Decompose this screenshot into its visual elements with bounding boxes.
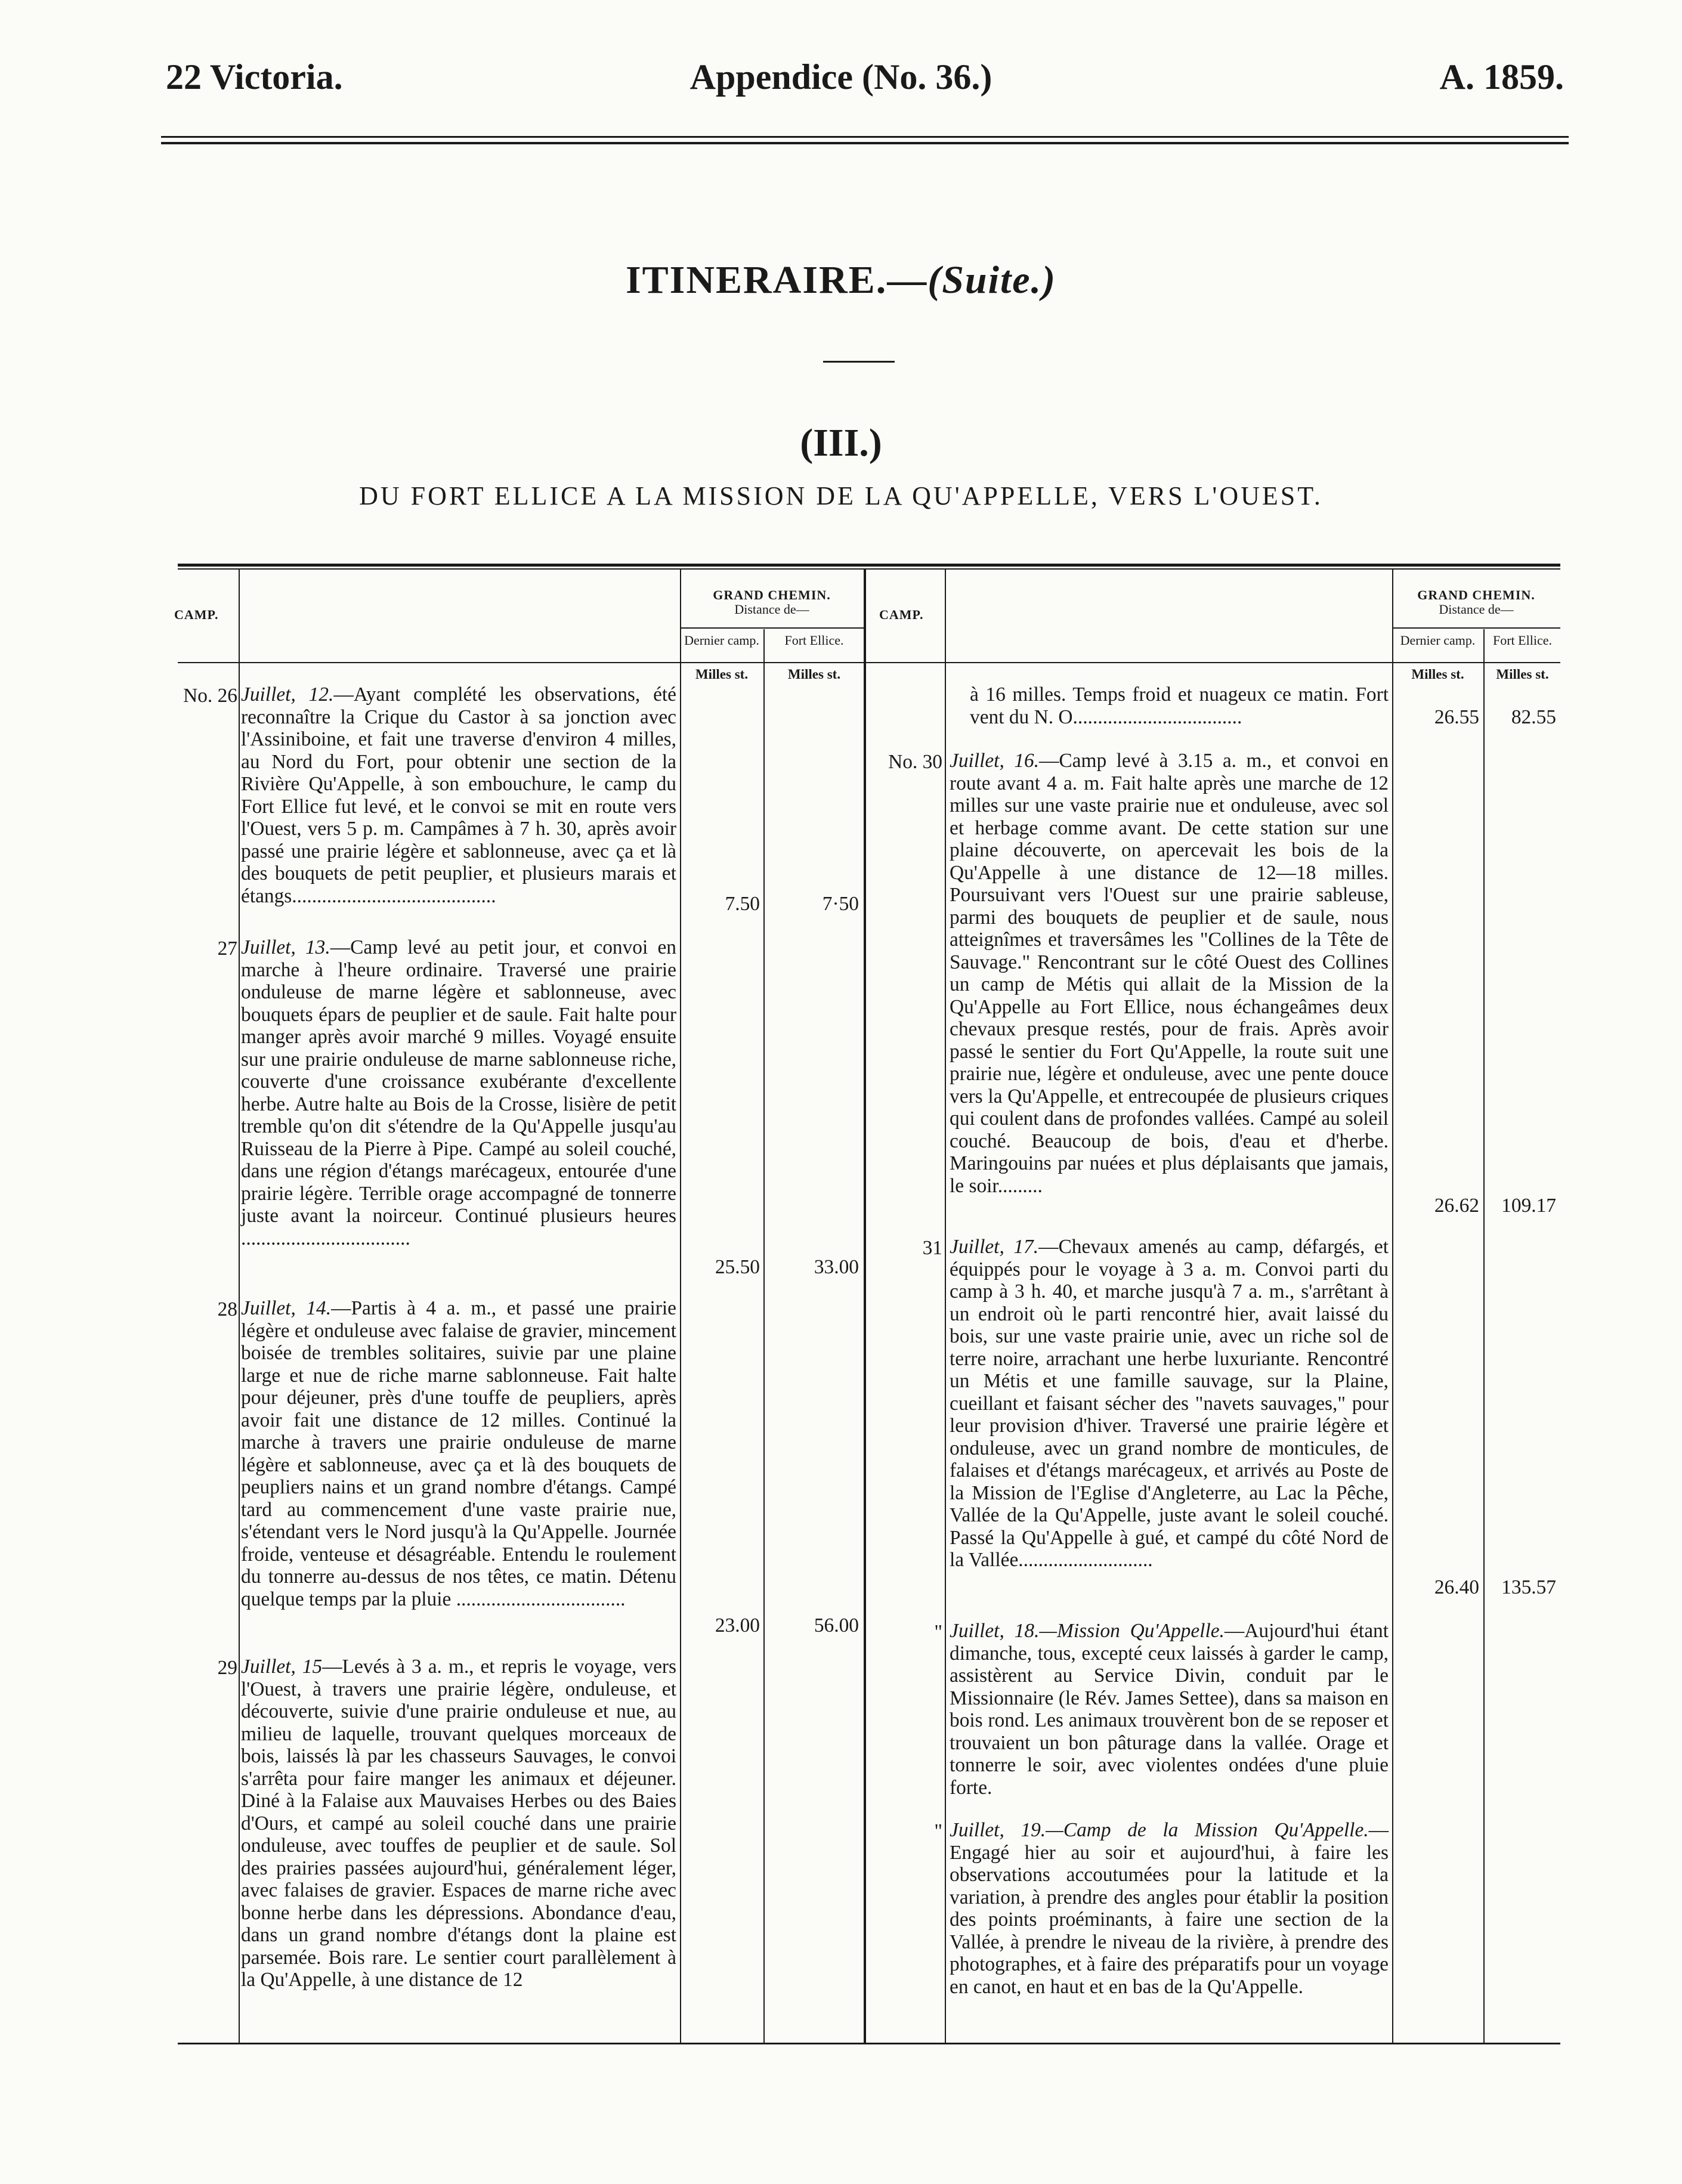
col-rule (239, 570, 240, 2043)
unit-label: Milles st. (1411, 667, 1464, 682)
col-fort-left: Fort Ellice. (784, 633, 844, 648)
col-rule (763, 629, 765, 2043)
subheader-rule (680, 627, 864, 629)
section-subtitle: DU FORT ELLICE A LA MISSION DE LA QU'APPELLE, VERS L'OUEST. (359, 481, 1323, 511)
col-camp-left: CAMP. (174, 607, 219, 622)
col-grand-chemin-left: GRAND CHEMIN. (713, 587, 831, 602)
col-rule (945, 570, 946, 2043)
subheader-rule (1392, 627, 1560, 629)
col-fort-right: Fort Ellice. (1493, 633, 1552, 648)
itinerary-entry: Juillet, 13.—Camp levé au petit jour, et convoi en marche à l'heure ordinaire. Traversé une prairie onduleuse de marne légère et sablonneuse, avec bouquets épars de peuplier et de saule. Fait halte pour manger après avoir marché 9 milles. Voyagé ensuite sur une prairie onduleuse de marne sablonneuse riche, couverte d'une croissance exubérante d'excellente herbe. Autre halte au Bois de la Crosse, lisière de petit tremble qu'on dit s'étendre de la Qu'Appelle jusqu'au Ruisseau de la Pierre à Pipe. Campé au soleil couché, dans une région d'étangs marécageux, entourée d'une prairie légère. Terrible orage accompagné de tonnerre juste avant la noirceur. Continué plusieurs heures .................................. (241, 936, 676, 1249)
col-rule-center (864, 570, 866, 2043)
header-appendix: Appendice (No. 36.) (690, 57, 992, 97)
itinerary-entry: Juillet, 17.—Chevaux amenés au camp, défargés, et équippés pour le voyage à 3 a. m. Convoi parti du camp à 3 h. 40, et marche jusqu'à 7 a. m., s'arrêtant à un endroit où le parti rencontré hier, avait laissé du bois, sur une vaste prairie unie, avec un riche sol de terre noire, arrachant une herbe luxuriante. Rencontré un Métis et une famille sauvage, sur la Plaine, cueillant et faisant sécher des "navets sauvages," pour leur provision d'hiver. Traversé une prairie légère et onduleuse, avec un grand nombre de monticules, de falaises et d'étangs marécageux, et arrivés au Poste de la Mission de l'Eglise d'Angleterre, au Lac la Pêche, Vallée de la Qu'Appelle, juste avant le soleil couché. Passé la Qu'Appelle à gué, et campé du côté Nord de la Vallée........................... (950, 1236, 1389, 1571)
col-rule (1392, 570, 1393, 2043)
table-rule-top (178, 564, 1560, 567)
distance-last-camp: 26.40 (1434, 1576, 1479, 1598)
page-title: ITINERAIRE.—(Suite.) (625, 258, 1057, 302)
itinerary-entry: Juillet, 15—Levés à 3 a. m., et repris le voyage, vers l'Ouest, à travers une prairie légère, onduleuse, et découverte, suivie d'une prairie onduleuse et nue, au milieu de laquelle, trouvant quelques morceaux de bois, laissés là par les chasseurs Sauvages, le convoi s'arrêta pour faire manger les animaux et déjeuner. Diné à la Falaise aux Mauvaises Herbes ou des Baies d'Ours, et campé au soleil couché dans une prairie onduleuse, avec touffes de peuplier et de saule. Sol des prairies passées aujourd'hui, généralement léger, avec falaises de gravier. Espaces de marne riche avec bonne herbe dans les dépressions. Abondance d'eau, dans un grand nombre d'étangs dont la plaine est parsemée. Bois rare. Le sentier court parallèlement à la Qu'Appelle, à une distance de 12 (241, 1656, 676, 1991)
itinerary-entry: Juillet, 12.—Ayant complété les observations, été reconnaître la Crique du Castor à sa jonction avec l'Assiniboine, et fait une traverse d'environ 4 milles, au Nord du Fort, pour obtenir une section de la Rivière Qu'Appelle, à son embouchure, le camp du Fort Ellice fut levé, et le convoi se mit en route vers l'Ouest, vers 5 p. m. Campâmes à 7 h. 30, après avoir passé une prairie légère et sablonneuse, avec ça et là des bouquets de petit peuplier, et plusieurs marais et étangs......................................... (241, 683, 676, 907)
col-camp-right: CAMP. (879, 607, 924, 622)
unit-label: Milles st. (1496, 667, 1549, 682)
table-rule-bottom (178, 2043, 1560, 2044)
header-rule-top (161, 136, 1569, 138)
camp-number: No. 26 (183, 685, 237, 707)
table-rule-top-thin (178, 568, 1560, 570)
distance-last-camp: 25.50 (715, 1256, 760, 1278)
title-divider (823, 361, 895, 363)
header-session: 22 Victoria. (166, 57, 343, 97)
distance-fort-ellice: 82.55 (1511, 706, 1556, 728)
col-distance-right: Distance de— (1439, 602, 1514, 617)
col-distance-left: Distance de— (734, 602, 809, 617)
itinerary-entry: Juillet, 19.—Camp de la Mission Qu'Appelle.—Engagé hier au soir et aujourd'hui, à faire les observations accoutumées pour la latitude et la variation, à prendre des angles pour établir la position des points proéminants, à faire une section de la Vallée, à prendre le niveau de la rivière, à prendre des photographes, et à faire des préparatifs pour un voyage en canot, en haut et en bas de la Qu'Appelle. (950, 1819, 1389, 1998)
title-suite: (Suite.) (927, 258, 1057, 302)
unit-label: Milles st. (695, 667, 749, 682)
camp-number: 28 (217, 1298, 237, 1320)
header-year: A. 1859. (1439, 57, 1564, 97)
distance-last-camp: 7.50 (725, 893, 760, 915)
distance-last-camp: 26.55 (1434, 706, 1479, 728)
camp-ditto: " (934, 1621, 942, 1643)
col-rule (1483, 629, 1485, 2043)
distance-fort-ellice: 56.00 (814, 1614, 859, 1637)
camp-number: 29 (217, 1657, 237, 1679)
itinerary-entry: Juillet, 14.—Partis à 4 a. m., et passé une prairie légère et onduleuse avec falaise de gravier, mincement boisée de trembles solitaires, suivie par une plaine large et nue de riche marne sablonneuse. Fait halte pour déjeuner, près d'une touffe de peupliers, après avoir fait une distance de 12 milles. Continué la marche à travers une prairie onduleuse de marne légère et sablonneuse, avec ça et là des bouquets de peupliers nains et un grand nombre d'étangs. Campé tard au commencement d'une vaste prairie nue, s'étendant vers le Nord jusqu'à la Qu'Appelle. Journée froide, venteuse et désagréable. Entendu le roulement du tonnerre au-dessus de nos têtes, ce matin. Détenu quelque temps par la pluie .................................. (241, 1297, 676, 1610)
distance-fort-ellice: 135.57 (1501, 1576, 1556, 1598)
distance-fort-ellice: 7·50 (822, 893, 859, 915)
itinerary-entry: Juillet, 18.—Mission Qu'Appelle.—Aujourd'hui étant dimanche, tous, excepté ceux laissés à garder le camp, assistèrent au Service Divin, conduit par le Missionnaire (le Rév. James Settee), dans sa maison en bois rond. Les animaux trouvèrent bon de se reposer et trouvaient un bon pâturage dans la vallée. Orage et tonnerre le soir, avec violentes ondées d'une pluie forte. (950, 1620, 1389, 1799)
itinerary-entry: Juillet, 16.—Camp levé à 3.15 a. m., et convoi en route avant 4 a. m. Fait halte après une marche de 12 milles sur une vaste prairie nue et onduleuse, avec sol et herbage comme avant. De cette station sur une plaine découverte, on apercevait les bois de la Qu'Appelle à une distance de 12—18 milles. Poursuivant vers l'Ouest sur une prairie sableuse, parmi des bouquets de peuplier et de saule, nous atteignîmes et traversâmes les "Collines de la Tête de Sauvage." Rencontrant sur le côté Ouest des Collines un camp de Métis qui allait de la Mission de la Qu'Appelle au Fort Ellice, nous échangeâmes deux chevaux presque restés, pour de frais. Après avoir passé le sentier du Fort Qu'Appelle, la route suit une prairie nue, légère et onduleuse, avec une pente douce vers la Qu'Appelle, et entrecoupée de plusieurs criques qui coulent dans de profondes vallées. Campé au soleil couché. Beaucoup de bois, d'eau et d'herbe. Maringouins par nuées et plus déplaisants que jamais, le soir......... (950, 750, 1389, 1197)
table-header-rule (178, 662, 1560, 663)
col-rule (680, 570, 681, 2043)
camp-number: No. 30 (888, 751, 942, 773)
distance-fort-ellice: 33.00 (814, 1256, 859, 1278)
unit-label: Milles st. (787, 667, 841, 682)
camp-number: 27 (217, 938, 237, 960)
col-dernier-right: Dernier camp. (1400, 633, 1476, 648)
col-grand-chemin-right: GRAND CHEMIN. (1417, 587, 1535, 602)
camp-number: 31 (922, 1237, 942, 1259)
col-dernier-left: Dernier camp. (684, 633, 759, 648)
distance-fort-ellice: 109.17 (1501, 1195, 1556, 1217)
camp-ditto: " (934, 1820, 942, 1842)
distance-last-camp: 23.00 (715, 1614, 760, 1637)
distance-last-camp: 26.62 (1434, 1195, 1479, 1217)
section-number: (III.) (800, 421, 882, 465)
itinerary-entry: à 16 milles. Temps froid et nuageux ce matin. Fort vent du N. O.................................. (970, 683, 1389, 728)
header-rule-bottom (161, 142, 1569, 144)
